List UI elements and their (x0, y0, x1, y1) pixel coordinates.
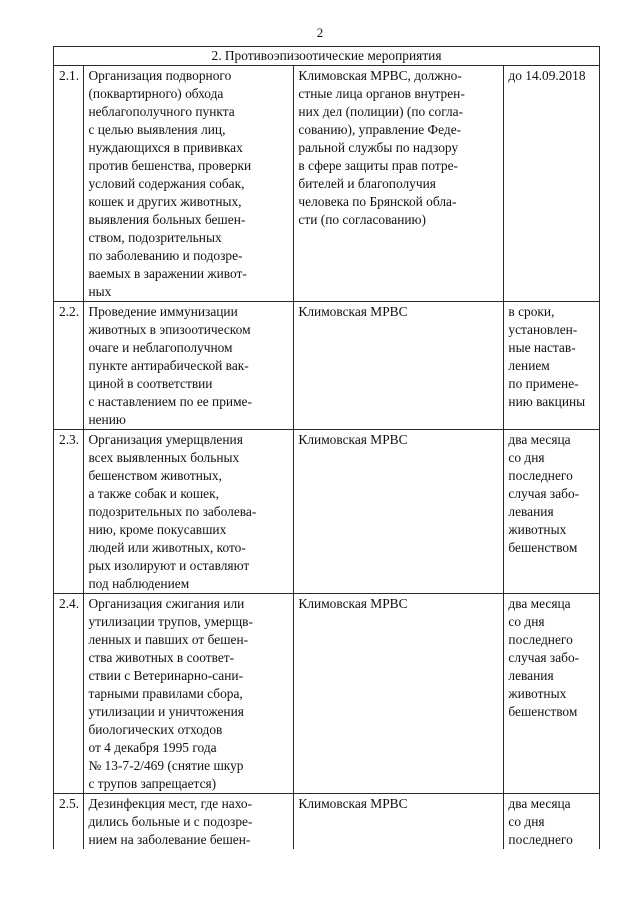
section-title: 2. Противоэпизоотические мероприятия (54, 47, 600, 66)
table-row (54, 594, 600, 794)
responsible-cell (294, 66, 504, 302)
term-line: лением (508, 358, 550, 373)
table-row (54, 302, 600, 430)
action-line: ленных и павших от бешен- (88, 632, 249, 647)
term-line: в сроки, (508, 304, 555, 319)
term-line: последнего (508, 468, 573, 483)
term-line: случая забо- (508, 650, 580, 665)
action-line: нению (88, 412, 126, 427)
term-line: два месяца (508, 432, 571, 447)
action-cell (84, 430, 294, 594)
responsible-line: Климовская МРВС, должно- (298, 68, 462, 83)
responsible-line: человека по Брянской обла- (298, 194, 457, 209)
action-line: Проведение иммунизации (88, 304, 238, 319)
term-line: два месяца (508, 796, 571, 811)
action-line: неблагополучного пункта (88, 104, 235, 119)
action-cell (84, 594, 294, 794)
item-number-cell: 2.4. (54, 594, 84, 794)
term-line: левания (508, 668, 554, 683)
term-line: со дня (508, 614, 545, 629)
action-line: подозрительных по заболева- (88, 504, 257, 519)
responsible-line: Климовская МРВС (298, 304, 408, 319)
item-number-cell: 2.5. (54, 794, 84, 850)
term-line: нию вакцины (508, 394, 586, 409)
action-line: с трупов запрещается) (88, 776, 217, 791)
action-line: под наблюдением (88, 576, 190, 591)
responsible-line: в сфере защиты прав потре- (298, 158, 458, 173)
action-line: Организация умерщвления (88, 432, 243, 447)
term-line: по примене- (508, 376, 579, 391)
responsible-line: бителей и благополучия (298, 176, 436, 191)
action-line: выявления больных бешен- (88, 212, 246, 227)
term-line: ные настав- (508, 340, 576, 355)
term-cell (504, 302, 600, 430)
action-line: по заболеванию и подозре- (88, 248, 243, 263)
responsible-line: сти (по согласованию) (298, 212, 426, 227)
table-row (54, 66, 600, 302)
action-line: Дезинфекция мест, где нахо- (88, 796, 253, 811)
term-line: последнего (508, 632, 573, 647)
action-line: бешенством животных, (88, 468, 222, 483)
term-line: до 14.09.2018 (508, 68, 586, 83)
term-line: со дня (508, 450, 545, 465)
action-line: тарными правилами сбора, (88, 686, 243, 701)
measures-table (53, 46, 600, 849)
item-number-cell: 2.3. (54, 430, 84, 594)
term-cell (504, 794, 600, 850)
term-line: левания (508, 504, 554, 519)
responsible-line: них дел (полиции) (по согла- (298, 104, 464, 119)
page-number: 2 (316, 25, 324, 40)
responsible-cell (294, 302, 504, 430)
action-line: от 4 декабря 1995 года (88, 740, 217, 755)
responsible-line: Климовская МРВС (298, 596, 408, 611)
action-line: а также собак и кошек, (88, 486, 219, 501)
responsible-cell (294, 430, 504, 594)
table-row (54, 794, 600, 850)
responsible-cell (294, 794, 504, 850)
responsible-line: стные лица органов внутрен- (298, 86, 465, 101)
responsible-line: сованию), управление Федe- (298, 122, 462, 137)
term-line: животных (508, 522, 567, 537)
term-cell (504, 430, 600, 594)
action-line: очаге и неблагополучном (88, 340, 233, 355)
term-line: установлен- (508, 322, 578, 337)
action-line: людей или животных, кото- (88, 540, 246, 555)
action-line: с целью выявления лиц, (88, 122, 226, 137)
action-line: нию, кроме покусавших (88, 522, 227, 537)
action-line: биологических отходов (88, 722, 223, 737)
responsible-line: ральной службы по надзору (298, 140, 459, 155)
item-number-cell: 2.2. (54, 302, 84, 430)
action-line: рых изолируют и оставляют (88, 558, 250, 573)
action-cell (84, 302, 294, 430)
term-line: последнего (508, 832, 573, 847)
responsible-line: Климовская МРВС (298, 432, 408, 447)
action-line: условий содержания собак, (88, 176, 245, 191)
term-cell (504, 594, 600, 794)
action-line: с наставлением по ее приме- (88, 394, 252, 409)
action-line: кошек и других животных, (88, 194, 242, 209)
table-row (54, 430, 600, 594)
action-line: утилизации трупов, умерщв- (88, 614, 253, 629)
responsible-cell (294, 594, 504, 794)
action-line: утилизации и уничтожения (88, 704, 244, 719)
action-line: (поквартирного) обхода (88, 86, 224, 101)
action-line: циной в соответствии (88, 376, 213, 391)
item-number-cell: 2.1. (54, 66, 84, 302)
responsible-line: Климовская МРВС (298, 796, 408, 811)
term-line: со дня (508, 814, 545, 829)
action-line: ством, подозрительных (88, 230, 222, 245)
action-line: дились больные и с подозре- (88, 814, 253, 829)
action-line: пункте антирабической вак- (88, 358, 249, 373)
term-line: случая забо- (508, 486, 580, 501)
term-line: бешенством (508, 540, 578, 555)
action-line: Организация подворного (88, 68, 232, 83)
action-line: Организация сжигания или (88, 596, 245, 611)
term-line: животных (508, 686, 567, 701)
section-header-row (54, 47, 600, 66)
action-line: нуждающихся в прививках (88, 140, 243, 155)
action-line: всех выявленных больных (88, 450, 240, 465)
action-line: ствии с Ветеринарно-сани- (88, 668, 244, 683)
action-cell (84, 66, 294, 302)
term-cell (504, 66, 600, 302)
term-line: два месяца (508, 596, 571, 611)
action-line: № 13-7-2/469 (снятие шкур (88, 758, 244, 773)
action-line: ства животных в соответ- (88, 650, 235, 665)
action-line: нием на заболевание бешен- (88, 832, 251, 847)
action-line: ных (88, 284, 112, 299)
action-line: против бешенства, проверки (88, 158, 252, 173)
action-cell (84, 794, 294, 850)
term-line: бешенством (508, 704, 578, 719)
action-line: ваемых в заражении живот- (88, 266, 247, 281)
action-line: животных в эпизоотическом (88, 322, 251, 337)
